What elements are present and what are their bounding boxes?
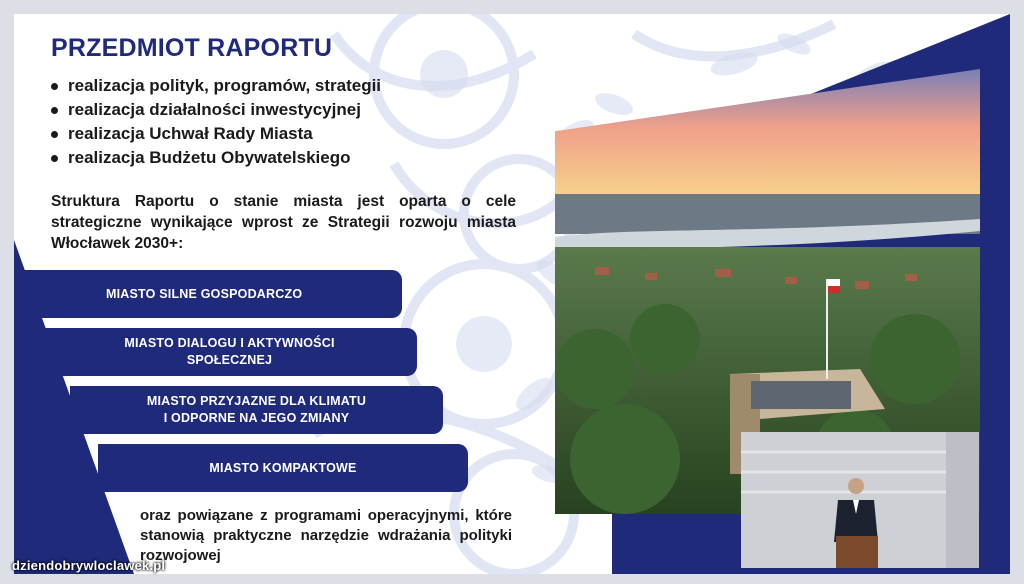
- bullet-dot-icon: [51, 155, 58, 162]
- slide-title: PRZEDMIOT RAPORTU: [51, 34, 333, 62]
- bullet-dot-icon: [51, 131, 58, 138]
- bullet-dot-icon: [51, 107, 58, 114]
- bullet-dot-icon: [51, 83, 58, 90]
- site-watermark: dziendobrywloclawek.pl: [12, 558, 166, 573]
- list-item: realizacja polityk, programów, strategii: [51, 74, 381, 98]
- strategic-goal-4: MIASTO KOMPAKTOWE: [98, 444, 468, 492]
- operational-programs-note: oraz powiązane z programami operacyjnymi, które stanowią praktyczne narzędzie wdrażania polityki rozwojowej: [140, 507, 512, 564]
- report-subject-list: [51, 74, 381, 170]
- structure-description: Struktura Raportu o stanie miasta jest oparta o cele strategiczne wynikające wprost ze Strategii rozwoju miasta Włocławek 2030+:: [51, 193, 516, 252]
- strategic-goal-2: MIASTO DIALOGU I AKTYWNOŚCI SPOŁECZNEJ: [42, 328, 417, 376]
- list-item: realizacja działalności inwestycyjnej: [51, 98, 381, 122]
- strategic-goal-1: MIASTO SILNE GOSPODARCZO: [14, 270, 402, 318]
- list-item: realizacja Budżetu Obywatelskiego: [51, 146, 381, 170]
- speaker-video-inset: [741, 432, 979, 568]
- presentation-slide: [14, 14, 1010, 574]
- list-item: realizacja Uchwał Rady Miasta: [51, 122, 381, 146]
- strategic-goal-3: MIASTO PRZYJAZNE DLA KLIMATU I ODPORNE NA JEGO ZMIANY: [70, 386, 443, 434]
